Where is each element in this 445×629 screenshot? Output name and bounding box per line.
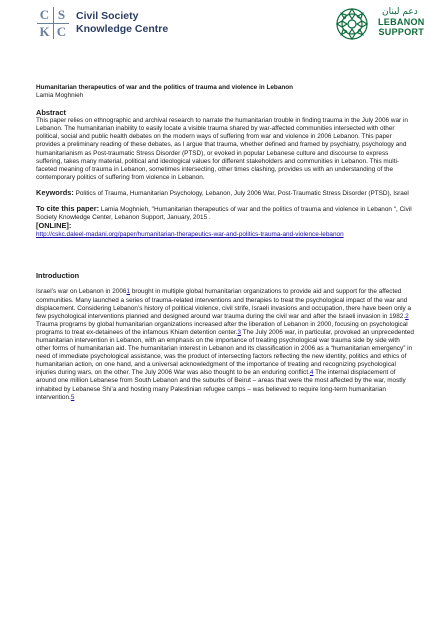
logo-divider-vertical <box>53 7 54 39</box>
lebanon-support-seal-icon <box>334 6 370 42</box>
intro-text-segment: The July 2006 war, in particular, provoked an unprecedented humanitarian intervention in Lebanon, with an emphasis on the importance of treating psychological war trauma side by side with other forms of humanitarian aid. The humanitarian interest in Lebanon and its classification in 2006 as a “humanitarian emergency” in need of immediate psychological assistance, was the product of intersecting factors reflecting the new identity, politics and ethics of humanitarian action, on one hand, and a universal acknowledgment of the importance of treating and recognizing psychological injuries during wars, on the other. The July 2006 War was also thought to be an enduring conflict. <box>36 328 414 377</box>
keywords-text: Politics of Trauma, Humanitarian Psychology, Lebanon, July 2006 War, Post-Traumatic Stress Disorder (PTSD), Israel <box>73 189 409 197</box>
paper-author: Lamia Moghnieh <box>36 92 84 100</box>
org-name-line1: Civil Society <box>76 10 139 22</box>
org-name-line2: Knowledge Centre <box>76 23 169 35</box>
cskc-logo[interactable] <box>36 6 196 42</box>
logo-letter-s: S <box>57 7 66 22</box>
intro-text-segment: The internal displacement of around one million Lebanese from South Lebanon and the suburbs of Beirut – areas that were the most affected by the war, mostly inhabited by Lebanese Shi’a and hosting many Palestinian refugee camps – was believed to require long-term humanitarian intervention. <box>36 369 406 401</box>
abstract-heading: Abstract <box>36 108 66 118</box>
footnote-link-5[interactable]: 5 <box>70 393 75 401</box>
keywords <box>36 189 414 198</box>
paper-content <box>36 84 414 402</box>
lebanon-support-arabic: دعم لبنان <box>382 7 418 17</box>
online-label-text: [ONLINE]: <box>36 221 72 231</box>
abstract-text: This paper relies on ethnographic and archival research to narrate the humanitarian trouble in finding trauma in the July 2006 war in Lebanon. The humanitarian inability to easily locate a visible trauma shared by war-affected communities intersected with other political, social and public health debates on the modern ways of suffering from war and violence in 2006 Lebanon. This paper provides a preliminary reading of these debates, as I argue that trauma, whether defined and framed by psychiatry, psychology and humanitarianism as Post-traumatic Stress Disorder (PTSD), or evoked in popular Lebanese culture and discourse to express suffering, takes many material, political and ideological values for different stakeholders and communities in Lebanon. This multi-faceted meaning of trauma in Lebanon, sometimes intersecting, other times clashing, provides us with an understanding of the contemporary politics of suffering from violence in Lebanon. <box>36 117 408 181</box>
cskc-emblem <box>36 6 70 40</box>
intro-text-segment: brought in multiple global humanitarian organizations to provide aid and support for the affected communities. Many launched a series of trauma-related interventions and therapies to treat the psychological impact of the war and displacement. Considering Lebanon’s history of political violence, civil strife, Israeli invasions and occupation, there have been only a few psychological interventions planned and designed around war trauma during the civil war and after the Israeli invasion in 1982. <box>36 288 412 320</box>
keywords-label: Keywords: <box>36 187 74 197</box>
lebanon-support-logo[interactable] <box>334 6 440 42</box>
citation-text: Lamia Moghnieh, "Humanitarian therapeutics of war and the politics of trauma and violence in Lebanon ", Civil Society Knowledge Center, Lebanon Support, January, 2015 . <box>36 206 412 222</box>
ls-name-line1: LEBANON <box>378 17 425 27</box>
citation <box>36 205 414 222</box>
lebanon-support-name <box>378 17 425 37</box>
paper-url-link[interactable]: http://cskc.daleel-madani.org/paper/humanitarian-therapeutics-war-and-politics-trauma-and-violence-lebanon <box>36 231 344 239</box>
citation-label: To cite this paper: <box>36 204 100 214</box>
online-link-row <box>36 231 414 239</box>
footnote-link-4[interactable]: 4 <box>309 369 314 377</box>
ls-name-line2: SUPPORT <box>378 27 425 37</box>
footnote-link-1[interactable]: 1 <box>126 288 131 296</box>
introduction-heading: Introduction <box>36 271 80 281</box>
footnote-link-3[interactable]: 3 <box>237 328 241 336</box>
intro-text-segment: Trauma programs by global humanitarian organizations increased after the liberation of Lebanon in 2000, focusing on psychological programs to treat ex-detainees of the infamous Khiam detention center. <box>36 320 408 336</box>
cskc-org-name <box>76 10 168 36</box>
intro-text-segment: Israel’s war on Lebanon in 2006 <box>36 288 127 296</box>
paper-title: Humanitarian therapeutics of war and the politics of trauma and violence in Lebanon <box>36 84 294 91</box>
introduction-text <box>36 288 414 401</box>
logo-letter-c1: C <box>39 7 50 22</box>
logo-letter-c2: C <box>56 24 67 39</box>
footnote-link-2[interactable]: 2 <box>405 312 409 320</box>
logo-letter-k: K <box>39 24 50 39</box>
online-label <box>36 222 414 231</box>
